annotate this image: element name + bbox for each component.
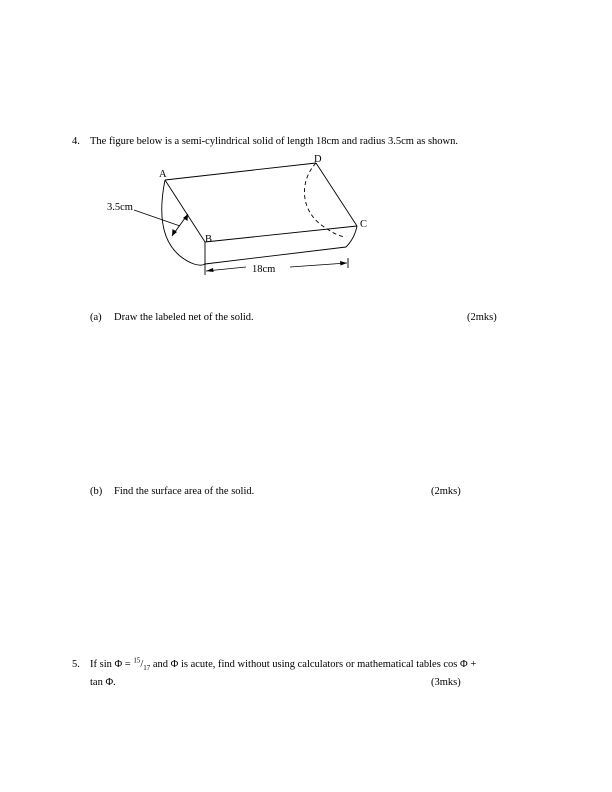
part-a-marks: (2mks) — [467, 312, 497, 323]
edge-a-d — [165, 163, 316, 180]
fraction-denominator: 17 — [143, 664, 151, 673]
part-a-text: Draw the labeled net of the solid. — [114, 312, 254, 323]
part-b-label: (b) — [90, 486, 103, 497]
question-5-number: 5. — [72, 659, 80, 670]
back-curve — [346, 226, 357, 247]
fraction-slash: / — [140, 659, 144, 670]
length-label: 18cm — [252, 264, 276, 275]
length-arrowhead-left — [206, 268, 214, 272]
label-d: D — [314, 154, 322, 165]
question-5-line1 — [90, 656, 477, 673]
fraction-numerator: 15 — [133, 656, 141, 665]
question-5-text-after: and Φ is acute, find without using calculators or mathematical tables cos Φ + — [150, 659, 477, 670]
question-4-text: The figure below is a semi-cylindrical solid of length 18cm and radius 3.5cm as shown. — [90, 136, 458, 147]
radius-leader — [134, 210, 180, 226]
length-line-right — [290, 263, 347, 267]
part-b-marks: (2mks) — [431, 486, 461, 497]
radius-label: 3.5cm — [107, 202, 133, 213]
edge-d-c — [316, 163, 357, 226]
question-4-number: 4. — [72, 136, 80, 147]
label-a: A — [159, 169, 167, 180]
edge-b-c — [205, 226, 357, 242]
front-curve — [162, 180, 205, 265]
part-a-label: (a) — [90, 312, 102, 323]
semi-cylinder-figure — [0, 150, 612, 310]
label-c: C — [360, 219, 368, 230]
question-5-text-before: If sin Φ = — [90, 659, 134, 670]
question-5-marks: (3mks) — [431, 677, 461, 688]
question-5-line2: tan Φ. — [90, 677, 116, 688]
part-b-text: Find the surface area of the solid. — [114, 486, 255, 497]
edge-a-b — [165, 180, 205, 242]
label-b: B — [205, 234, 213, 245]
length-arrowhead-right — [340, 261, 347, 266]
edge-bottom — [205, 247, 346, 264]
